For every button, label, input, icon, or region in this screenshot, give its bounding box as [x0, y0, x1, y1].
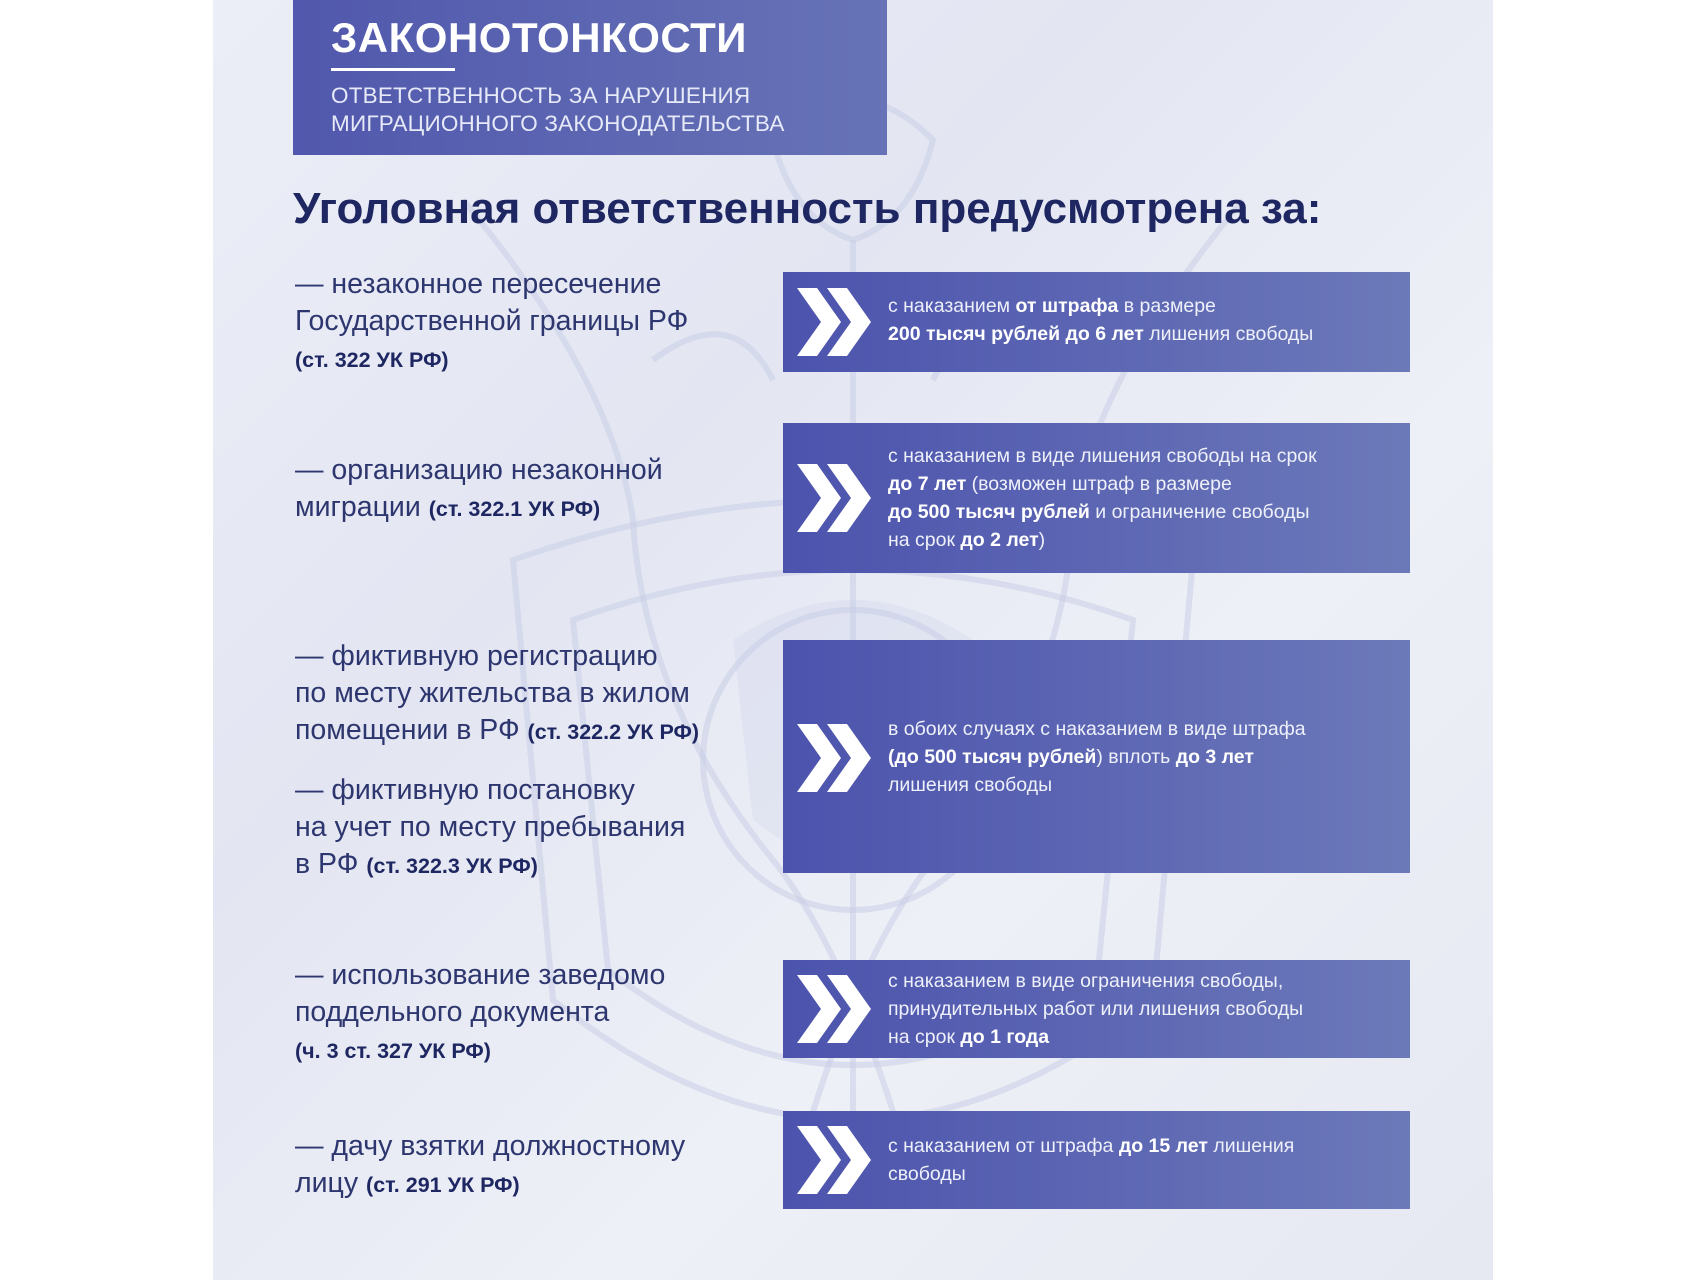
penalty-box-5	[783, 1111, 1410, 1209]
offense-line: помещении в РФ	[295, 714, 520, 746]
offense-line: — дачу взятки должностному	[295, 1130, 686, 1162]
penalty-text	[888, 1132, 1400, 1188]
penalty-highlight: до 7 лет	[888, 473, 967, 495]
header-subtitle-line2: МИГРАЦИОННОГО ЗАКОНОДАТЕЛЬСТВА	[331, 111, 785, 136]
double-chevron-icon	[797, 724, 873, 792]
penalty-box-4	[783, 960, 1410, 1058]
penalty-box-2	[783, 423, 1410, 573]
article-reference: (ст. 322.1 УК РФ)	[428, 497, 601, 521]
article-reference: (ст. 322.3 УК РФ)	[366, 854, 538, 878]
offense-item-4	[295, 772, 685, 885]
offense-line: — фиктивную постановку	[295, 774, 635, 806]
penalty-fragment: лишения свободы	[888, 774, 1053, 796]
header-subtitle	[331, 82, 785, 138]
penalty-highlight: (до 500 тысяч рублей	[888, 746, 1097, 768]
penalty-fragment: с наказанием	[888, 295, 1016, 317]
penalty-fragment: на срок	[888, 529, 961, 551]
double-chevron-icon	[797, 1126, 873, 1194]
page-headline: Уголовная ответственность предусмотрена за:	[293, 184, 1322, 233]
offense-line: на учет по месту пребывания	[295, 811, 686, 843]
penalty-fragment: свободы	[888, 1163, 966, 1185]
penalty-fragment: ) вплоть	[1096, 746, 1176, 768]
penalty-fragment: (возможен штраф в размере	[966, 473, 1232, 495]
penalty-fragment: )	[1038, 529, 1046, 551]
penalty-highlight: от штрафа	[1015, 295, 1119, 317]
article-reference: (ст. 322 УК РФ)	[295, 348, 449, 372]
penalty-fragment: и ограничение свободы	[1089, 501, 1310, 523]
offense-line: — фиктивную регистрацию	[295, 640, 658, 672]
double-chevron-icon	[797, 975, 873, 1043]
header-banner	[293, 0, 887, 155]
offense-line: по месту жительства в жилом	[295, 677, 690, 709]
penalty-text	[888, 715, 1400, 799]
penalty-box-1	[783, 272, 1410, 372]
penalty-highlight: до 500 тысяч рублей	[888, 501, 1090, 523]
offense-item-5	[295, 957, 665, 1070]
offense-item-3	[295, 638, 699, 751]
double-chevron-icon	[797, 464, 873, 532]
penalty-text	[888, 292, 1400, 348]
penalty-text	[888, 442, 1400, 554]
article-reference: (ст. 322.2 УК РФ)	[527, 720, 700, 744]
penalty-highlight: 200 тысяч рублей до 6 лет	[888, 323, 1144, 345]
offense-item-6	[295, 1128, 685, 1204]
offense-line: — организацию незаконной	[295, 454, 663, 486]
penalty-box-3	[783, 640, 1410, 873]
offense-line: Государственной границы РФ	[295, 305, 689, 337]
offense-line: — незаконное пересечение	[295, 268, 662, 300]
header-underline	[331, 68, 455, 71]
double-chevron-icon	[797, 288, 873, 356]
penalty-fragment: лишения	[1207, 1135, 1295, 1157]
penalty-fragment: в обоих случаях с наказанием в виде штрафа	[888, 718, 1306, 740]
offense-line: в РФ	[295, 848, 359, 880]
infographic-card	[213, 0, 1493, 1280]
offense-line: миграции	[295, 491, 421, 523]
penalty-fragment: с наказанием в виде лишения свободы на срок	[888, 445, 1317, 467]
penalty-fragment: принудительных работ или лишения свободы	[888, 998, 1304, 1020]
penalty-fragment: с наказанием в виде ограничения свободы,	[888, 970, 1284, 992]
penalty-text	[888, 967, 1400, 1051]
header-subtitle-line1: ОТВЕТСТВЕННОСТЬ ЗА НАРУШЕНИЯ	[331, 83, 751, 108]
article-reference: (ч. 3 ст. 327 УК РФ)	[295, 1039, 491, 1063]
penalty-fragment: на срок	[888, 1026, 961, 1048]
offense-item-1	[295, 266, 688, 379]
offense-line: поддельного документа	[295, 996, 610, 1028]
penalty-highlight: до 2 лет	[960, 529, 1039, 551]
penalty-fragment: лишения свободы	[1143, 323, 1314, 345]
penalty-highlight: до 15 лет	[1118, 1135, 1208, 1157]
offense-line: лицу	[295, 1167, 359, 1199]
penalty-fragment: с наказанием от штрафа	[888, 1135, 1119, 1157]
penalty-highlight: до 1 года	[960, 1026, 1050, 1048]
penalty-fragment: в размере	[1118, 295, 1216, 317]
article-reference: (ст. 291 УК РФ)	[366, 1173, 520, 1197]
offense-item-2	[295, 452, 663, 528]
header-title: ЗАКОНОТОНКОСТИ	[331, 14, 747, 61]
offense-line: — использование заведомо	[295, 959, 666, 991]
penalty-highlight: до 3 лет	[1175, 746, 1254, 768]
